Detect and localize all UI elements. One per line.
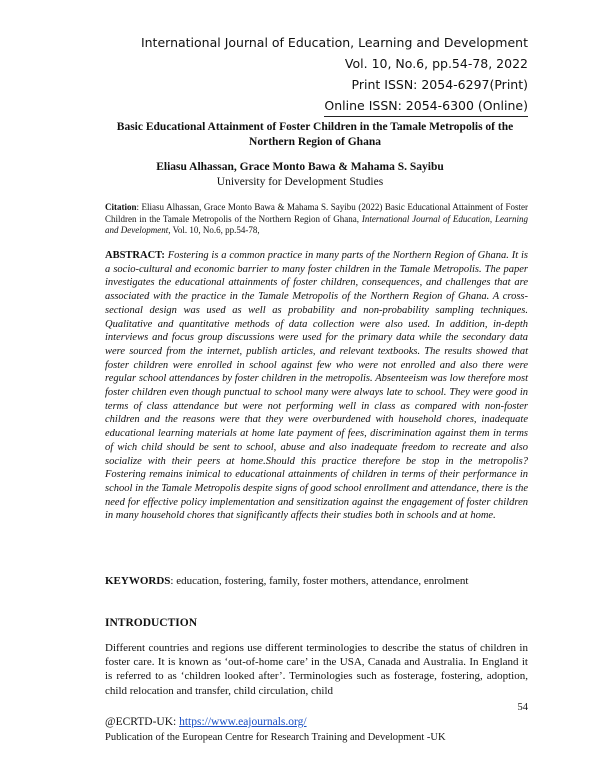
print-issn: Print ISSN: 2054-6297(Print)	[351, 77, 528, 92]
abstract-label: ABSTRACT:	[105, 250, 165, 261]
citation-label: Citation	[105, 202, 137, 212]
footer-publication: Publication of the European Centre for Research Training and Development -UK	[105, 732, 446, 743]
abstract-text: Fostering is a common practice in many parts of the Northern Region of Ghana. It is a socio-cultural and economic barrier to many foster children in the Tamale Metropolis. The paper investigates the educational attainments of foster children, consequences, and challenges that are associated with the practice in the Tamale Metropolis of the Northern Region of Ghana. A cross-sectional design was used as well as probability and non-probability sampling techniques. Qualitative and quantitative methods of data collection were also used. In addition, in-depth interviews and focus group discussions were used for the primary data while the secondary data were sourced from the internet, publish articles, and relevant textbooks. The results showed that foster children were enrolled in school against few who were not enrolled and also there were regular school attendances by foster children in the metropolis. Absenteeism was low therefore most foster children even though punctual to school many were always late to school. They were good in terms of class attendance but were not performing well in class as compared with non-foster children and the reasons were that they were overburdened with household chores, inadequate educational learning materials at home late payment of fees, discrimination against them in terms of wich child should be sent to school, abuse and also inadequate freedom to recreate and also socialize with their peers at home.Should this practice therefore be stop in the metropolis? Fostering remains inimical to educational attainments of children in terms of their performance in school in the Tamale Metropolis despite signs of good school enrollment and attendance, there is the need for effective policy implementation and sensitization against the engagement of foster children in many household chores that significantly affects their studies both in schools and at home.	[105, 250, 528, 522]
keywords-text: : education, fostering, family, foster mothers, attendance, enrolment	[170, 575, 469, 587]
journal-volume: Vol. 10, No.6, pp.54-78, 2022	[344, 56, 528, 71]
keywords	[105, 574, 535, 588]
footer-line	[105, 714, 307, 730]
page-number: 54	[517, 702, 528, 713]
citation-issue: , Vol. 10, No.6, pp.54-78,	[168, 225, 260, 235]
article-title: Basic Educational Attainment of Foster Children in the Tamale Metropolis of the Northern Region of Ghana	[116, 121, 514, 148]
citation-journal: International Journal of Education, Learning and Development	[105, 213, 528, 235]
citation	[105, 202, 528, 237]
keywords-label: KEYWORDS	[105, 575, 171, 587]
footer-org: @ECRTD-UK:	[105, 716, 180, 728]
article-authors: Eliasu Alhassan, Grace Monto Bawa & Mahama S. Sayibu	[156, 161, 444, 173]
citation-text: : Eliasu Alhassan, Grace Monto Bawa & Mahama S. Sayibu (2022) Basic Educational Attainment of Foster Children in the Tamale Metropolis of the Northern Region of Ghana,	[105, 202, 528, 224]
online-issn: Online ISSN: 2054-6300 (Online)	[324, 95, 528, 117]
journal-name: International Journal of Education, Learning and Development	[140, 35, 528, 50]
introduction-text: Different countries and regions use different terminologies to describe the status of children in foster care. It is known as ‘out-of-home care’ in the USA, Canada and Australia. In England it is referred to as ‘children looked after’. Terminologies such as fosterage, fostering, adoption, child relocation and transfer, child circulation, child	[105, 642, 528, 697]
journal-url-link[interactable]: https://www.eajournals.org/	[179, 716, 307, 728]
introduction-heading: INTRODUCTION	[105, 617, 198, 629]
abstract	[105, 249, 528, 523]
article-affiliation: University for Development Studies	[216, 176, 384, 188]
journal-header	[141, 32, 528, 117]
